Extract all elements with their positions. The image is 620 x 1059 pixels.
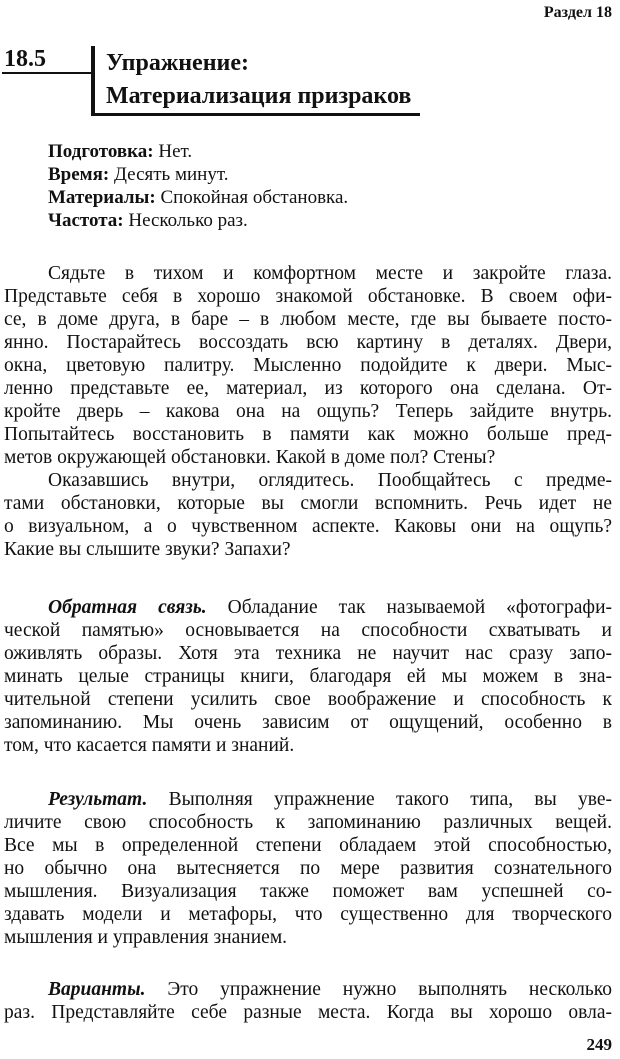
running-head: Раздел 18 bbox=[543, 4, 612, 21]
page-number: 249 bbox=[586, 1035, 612, 1054]
section-title-line-1: Упражнение: bbox=[106, 50, 250, 76]
exercise-meta bbox=[48, 140, 348, 232]
paragraph-instructions-1: Сядьте в тихом и комфортном месте и закройте глаза. Представьте себя в хорошо знакомой обстановке. В своем офи- се, в доме друга, в баре – в любом месте, где вы бываете посто- янно. Постарайтесь воссоздать всю картину в деталях. Двери, окна, цветовую палитру. Мысленно подойдите к двери. Мыс- ленно представьте ее, материал, из которого она сделана. От- кройте дверь – какова она на ощупь? Теперь зайдите внутрь. Попытайтесь восстановить в памяти как можно больше пред- метов окружающей обстановки. Какой в доме пол? Стены? bbox=[4, 263, 612, 468]
section-number: 18.5 bbox=[4, 46, 46, 72]
section-title-line-2: Материализация призраков bbox=[106, 83, 412, 109]
meta-materials: Материалы: Спокойная обстановка. bbox=[48, 187, 349, 208]
paragraph-variants: Варианты. Это упражнение нужно выполнять несколько раз. Представляйте себе разные места. Когда вы хорошо овла- bbox=[4, 979, 612, 1023]
paragraph-result: Результат. Выполняя упражнение такого типа, вы уве- личите свою способность к запоминанию различных вещей. Все мы в определенной степени обладаем этой способностью, но обычно она вытесняется по мере развития сознательного мышления. Визуализация также поможет вам успешней со- здавать модели и метафоры, что существенно для творческого мышления и управления знанием. bbox=[4, 789, 612, 948]
meta-time: Время: Десять минут. bbox=[48, 164, 229, 185]
meta-preparation: Подготовка: Нет. bbox=[48, 141, 193, 162]
meta-frequency: Частота: Несколько раз. bbox=[48, 210, 248, 231]
paragraph-feedback: Обратная связь. Обладание так называемой «фотографи- ческой памятью» основывается на способности схватывать и оживлять образы. Хотя эта техника не научит нас сразу запо- минать целые страницы книги, благодаря ей мы можем в зна- чительной степени усилить свое воображение и способность к запоминанию. Мы очень зависим от ощущений, особенно в том, что касается памяти и знаний. bbox=[4, 597, 613, 756]
title-underline bbox=[91, 113, 420, 116]
paragraph-instructions-2: Оказавшись внутри, оглядитесь. Пообщайтесь с предме- тами обстановки, которые вы смогли вспомнить. Речь идет не о визуальном, а о чувственном аспекте. Каковы они на ощупь? Какие вы слышите звуки? Запахи? bbox=[4, 470, 612, 560]
section-title bbox=[106, 47, 411, 113]
variants-label: Варианты. bbox=[48, 979, 146, 1000]
result-label: Результат. bbox=[48, 789, 148, 810]
title-vertical-bar bbox=[91, 46, 95, 116]
feedback-label: Обратная связь. bbox=[48, 597, 207, 618]
section-number-rule bbox=[2, 72, 94, 74]
